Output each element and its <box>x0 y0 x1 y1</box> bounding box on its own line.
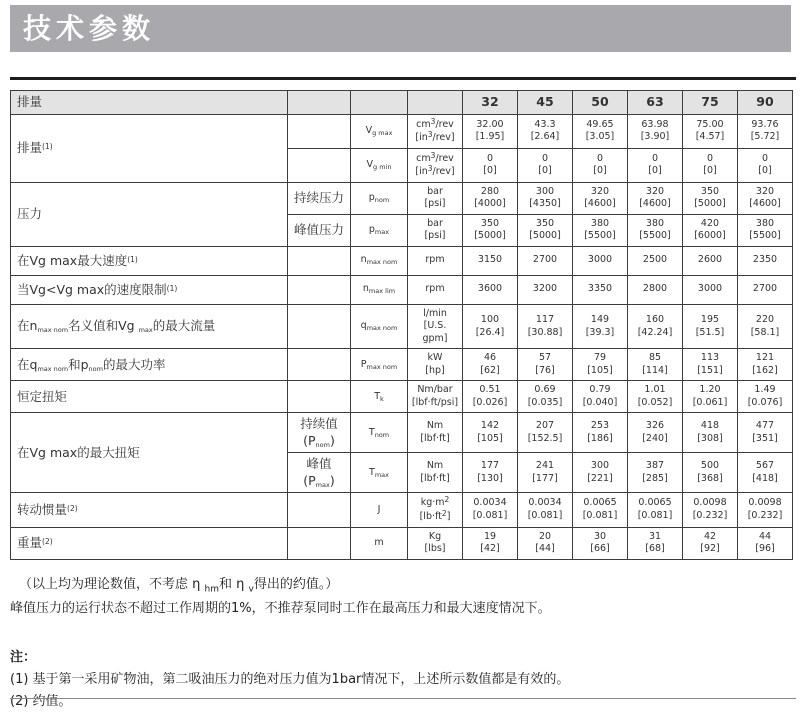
row-label: 在Vg max的最大扭矩 <box>11 413 288 493</box>
value-cell: 380 [5500] <box>738 214 793 246</box>
value-cell: 253 [186] <box>573 413 628 453</box>
row-label: 在$q_{max nom}$和$p_{nom}$的最大功率 <box>11 349 288 381</box>
value-cell: 0.51 [0.026] <box>463 381 518 413</box>
value-cell: 2500 <box>628 246 683 275</box>
row-symbol: $q_{max nom}$ <box>351 304 408 349</box>
row-label: 在$n_{max nom}$名义值和Vg $_{max}$的最大流量 <box>11 304 288 349</box>
row-sublabel <box>288 114 351 148</box>
row-sublabel <box>288 246 351 275</box>
value-cell: 2700 <box>518 246 573 275</box>
value-cell: 418 [308] <box>683 413 738 453</box>
value-cell: 44 [96] <box>738 527 793 559</box>
header-blank <box>408 91 463 115</box>
row-unit: rpm <box>408 246 463 275</box>
value-cell: 0 [0] <box>518 148 573 182</box>
value-cell: 350 [5000] <box>463 214 518 246</box>
value-cell: 160 [42.24] <box>628 304 683 349</box>
row-symbol: $P_{max nom}$ <box>351 349 408 381</box>
row-sublabel <box>288 493 351 527</box>
value-cell: 320 [4600] <box>738 182 793 214</box>
value-cell: 0.69 [0.035] <box>518 381 573 413</box>
value-cell: 43.3 [2.64] <box>518 114 573 148</box>
row-unit: $cm^3$/rev $[in^3/rev]$ <box>408 114 463 148</box>
value-cell: 0 [0] <box>573 148 628 182</box>
value-cell: 46 [62] <box>463 349 518 381</box>
value-cell: 380 [5500] <box>628 214 683 246</box>
value-cell: 2600 <box>683 246 738 275</box>
value-cell: 2800 <box>628 275 683 304</box>
table-row <box>11 246 793 275</box>
footnote-2: (2) 约值。 <box>10 693 72 709</box>
row-sublabel <box>288 275 351 304</box>
value-cell: 3600 <box>463 275 518 304</box>
value-cell: 3150 <box>463 246 518 275</box>
value-cell: 0.0034 [0.081] <box>463 493 518 527</box>
row-label: 恒定扭矩 <box>11 381 288 413</box>
row-sublabel: 峰值压力 <box>288 214 351 246</box>
value-cell: 79 [105] <box>573 349 628 381</box>
value-cell: 32.00 [1.95] <box>463 114 518 148</box>
note-peak-pressure: 峰值压力的运行状态不超过工作周期的1%，不推荐泵同时工作在最高压力和最大速度情况下。 <box>10 600 551 616</box>
value-cell: 2350 <box>738 246 793 275</box>
row-label: 排量$^{(1)}$ <box>11 114 288 182</box>
footnote-1: (1) 基于第一采用矿物油，第二吸油压力的绝对压力值为1bar情况下，上述所示数值都是有效的。 <box>10 671 570 687</box>
row-symbol: $T_{nom}$ <box>351 413 408 453</box>
table-header-row <box>11 91 793 115</box>
value-cell: 3000 <box>573 246 628 275</box>
page-title: 技术参数 <box>10 5 791 52</box>
row-unit: $cm^3$/rev $[in^3/rev]$ <box>408 148 463 182</box>
size-header-cell: 32 <box>463 91 518 115</box>
page-bottom-rule <box>10 698 796 699</box>
row-sublabel <box>288 349 351 381</box>
row-symbol: $T_{max}$ <box>351 453 408 493</box>
value-cell: 100 [26.4] <box>463 304 518 349</box>
row-symbol: J <box>351 493 408 527</box>
value-cell: 57 [76] <box>518 349 573 381</box>
footnotes <box>10 647 791 713</box>
value-cell: 477 [351] <box>738 413 793 453</box>
row-unit: kW [hp] <box>408 349 463 381</box>
value-cell: 1.01 [0.052] <box>628 381 683 413</box>
table-row <box>11 114 793 148</box>
table-row <box>11 349 793 381</box>
value-cell: 1.49 [0.076] <box>738 381 793 413</box>
value-cell: 0.0098 [0.232] <box>738 493 793 527</box>
value-cell: 19 [42] <box>463 527 518 559</box>
table-row <box>11 275 793 304</box>
row-symbol: $T_k$ <box>351 381 408 413</box>
value-cell: 420 [6000] <box>683 214 738 246</box>
row-unit: bar [psi] <box>408 214 463 246</box>
size-header-cell: 50 <box>573 91 628 115</box>
row-sublabel: 峰值 $(P_{max})$ <box>288 453 351 493</box>
value-cell: 0.0034 [0.081] <box>518 493 573 527</box>
size-header-cell: 75 <box>683 91 738 115</box>
value-cell: 300 [4350] <box>518 182 573 214</box>
row-symbol: $n_{max lim}$ <box>351 275 408 304</box>
row-label: 重量$^{(2)}$ <box>11 527 288 559</box>
value-cell: 149 [39.3] <box>573 304 628 349</box>
value-cell: 3000 <box>683 275 738 304</box>
table-row <box>11 381 793 413</box>
value-cell: 30 [66] <box>573 527 628 559</box>
value-cell: 0 [0] <box>738 148 793 182</box>
row-sublabel: 持续压力 <box>288 182 351 214</box>
value-cell: 320 [4600] <box>628 182 683 214</box>
value-cell: 300 [221] <box>573 453 628 493</box>
row-sublabel <box>288 148 351 182</box>
row-label: 转动惯量$^{(2)}$ <box>11 493 288 527</box>
value-cell: 241 [177] <box>518 453 573 493</box>
row-symbol: $V_{g min}$ <box>351 148 408 182</box>
table-row <box>11 493 793 527</box>
row-unit: Nm [lbf·ft] <box>408 453 463 493</box>
value-cell: 0.79 [0.040] <box>573 381 628 413</box>
value-cell: 0 [0] <box>463 148 518 182</box>
header-blank <box>351 91 408 115</box>
value-cell: 20 [44] <box>518 527 573 559</box>
value-cell: 85 [114] <box>628 349 683 381</box>
value-cell: 500 [368] <box>683 453 738 493</box>
value-cell: 42 [92] <box>683 527 738 559</box>
value-cell: 567 [418] <box>738 453 793 493</box>
header-blank <box>288 91 351 115</box>
value-cell: 31 [68] <box>628 527 683 559</box>
value-cell: 0.0098 [0.232] <box>683 493 738 527</box>
value-cell: 220 [58.1] <box>738 304 793 349</box>
table-row <box>11 304 793 349</box>
row-symbol: $p_{max}$ <box>351 214 408 246</box>
value-cell: 280 [4000] <box>463 182 518 214</box>
row-sublabel <box>288 304 351 349</box>
section-divider <box>10 77 796 80</box>
row-symbol: m <box>351 527 408 559</box>
row-unit: $kg\cdot m^2$ $[lb\cdot ft^2]$ <box>408 493 463 527</box>
spec-table-body <box>11 91 793 560</box>
value-cell: 117 [30.88] <box>518 304 573 349</box>
value-cell: 142 [105] <box>463 413 518 453</box>
value-cell: 177 [130] <box>463 453 518 493</box>
footnotes-heading: 注： <box>10 649 37 665</box>
general-notes <box>10 574 791 621</box>
size-header-cell: 90 <box>738 91 793 115</box>
value-cell: 350 [5000] <box>518 214 573 246</box>
row-label: 压力 <box>11 182 288 246</box>
row-symbol: $V_{g max}$ <box>351 114 408 148</box>
value-cell: 207 [152.5] <box>518 413 573 453</box>
row-unit: Nm [lbf·ft] <box>408 413 463 453</box>
row-unit: l/min [U.S. gpm] <box>408 304 463 349</box>
row-symbol: $n_{max nom}$ <box>351 246 408 275</box>
value-cell: 0.0065 [0.081] <box>628 493 683 527</box>
spec-table <box>10 90 793 560</box>
header-label: 排量 <box>11 91 288 115</box>
value-cell: 380 [5500] <box>573 214 628 246</box>
row-unit: bar [psi] <box>408 182 463 214</box>
value-cell: 1.20 [0.061] <box>683 381 738 413</box>
value-cell: 0 [0] <box>628 148 683 182</box>
value-cell: 0 [0] <box>683 148 738 182</box>
table-row <box>11 182 793 214</box>
value-cell: 3350 <box>573 275 628 304</box>
value-cell: 121 [162] <box>738 349 793 381</box>
row-unit: Nm/bar [lbf·ft/psi] <box>408 381 463 413</box>
row-label: 在Vg max最大速度$^{(1)}$ <box>11 246 288 275</box>
value-cell: 75.00 [4.57] <box>683 114 738 148</box>
value-cell: 2700 <box>738 275 793 304</box>
row-sublabel <box>288 527 351 559</box>
row-sublabel <box>288 381 351 413</box>
size-header-cell: 63 <box>628 91 683 115</box>
value-cell: 3200 <box>518 275 573 304</box>
value-cell: 93.76 [5.72] <box>738 114 793 148</box>
value-cell: 320 [4600] <box>573 182 628 214</box>
table-row <box>11 413 793 453</box>
value-cell: 387 [285] <box>628 453 683 493</box>
row-label: 当Vg<Vg max的速度限制$^{(1)}$ <box>11 275 288 304</box>
row-unit: rpm <box>408 275 463 304</box>
size-header-cell: 45 <box>518 91 573 115</box>
value-cell: 49.65 [3.05] <box>573 114 628 148</box>
note-theoretical-values: （以上均为理论数值，不考虑 η $_{hm}$和 η $_v$得出的约值。） <box>19 576 339 595</box>
value-cell: 350 [5000] <box>683 182 738 214</box>
value-cell: 0.0065 [0.081] <box>573 493 628 527</box>
value-cell: 195 [51.5] <box>683 304 738 349</box>
table-row <box>11 527 793 559</box>
value-cell: 326 [240] <box>628 413 683 453</box>
row-sublabel: 持续值 $(P_{nom})$ <box>288 413 351 453</box>
value-cell: 63.98 [3.90] <box>628 114 683 148</box>
row-unit: Kg [lbs] <box>408 527 463 559</box>
row-symbol: $p_{nom}$ <box>351 182 408 214</box>
value-cell: 113 [151] <box>683 349 738 381</box>
